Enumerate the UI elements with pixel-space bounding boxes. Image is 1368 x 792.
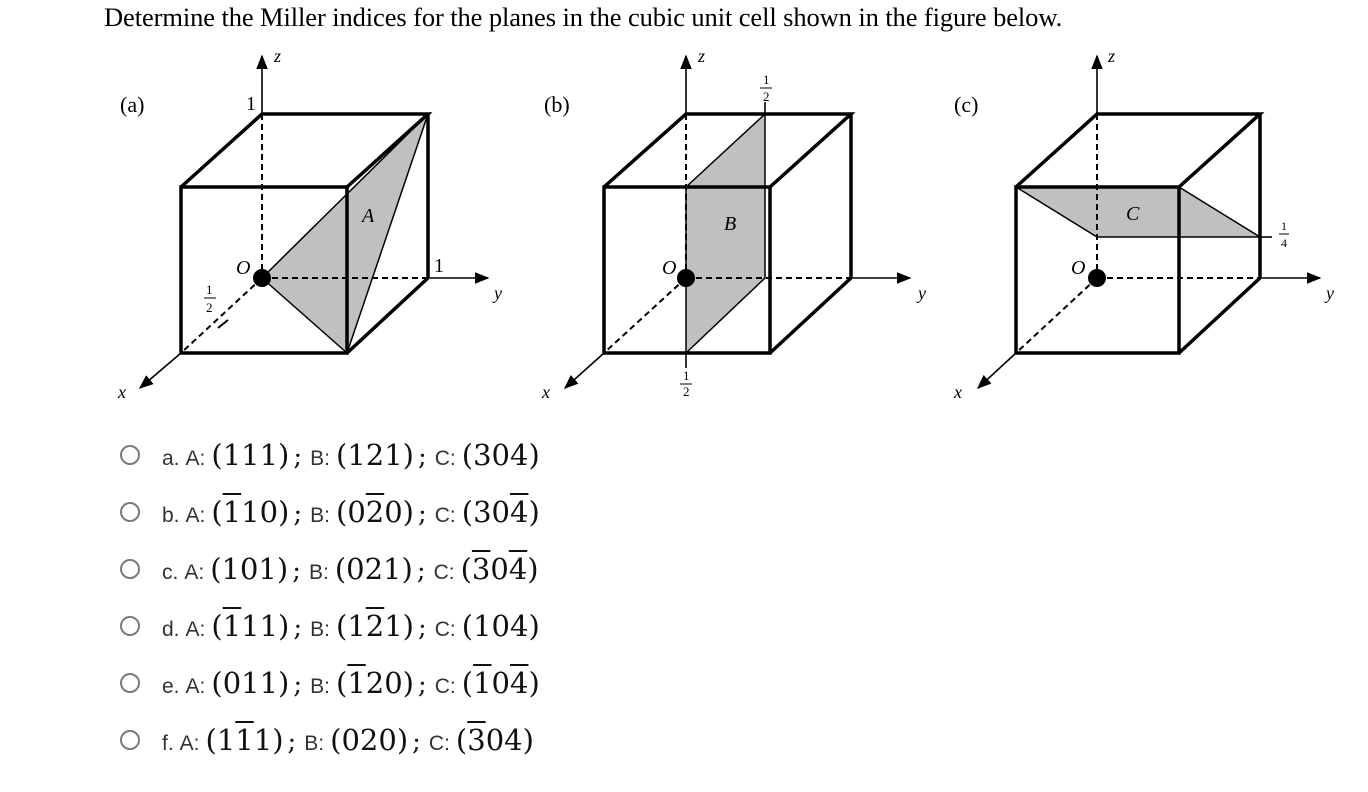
- option-text: d. A: (111) ; B: (121) ; C: (104): [162, 608, 540, 643]
- miller-digit: 2: [364, 551, 384, 586]
- option-letter: a.: [162, 446, 180, 470]
- miller-digit: 3: [471, 551, 491, 586]
- z-intercept-label-a: 1: [246, 93, 256, 115]
- panel-c-label: (c): [954, 92, 979, 117]
- plane-label-b: B:: [310, 617, 330, 641]
- plane-label-b: B:: [308, 560, 329, 584]
- miller-digit: 3: [473, 437, 492, 472]
- miller-digit: 1: [347, 608, 366, 643]
- miller-digit: 4: [504, 722, 523, 757]
- miller-digit: 1: [473, 665, 492, 700]
- miller-digit: 1: [221, 551, 240, 586]
- option-e[interactable]: [120, 654, 544, 711]
- plane-label-c: C:: [428, 731, 450, 755]
- plane-label-b: B:: [310, 674, 330, 698]
- radio-button[interactable]: [120, 673, 140, 693]
- plane-label-a: A:: [185, 446, 206, 470]
- svg-text:1: 1: [763, 72, 770, 87]
- panel-a: [117, 46, 502, 402]
- svg-text:4: 4: [1281, 236, 1287, 250]
- miller-digit: 4: [510, 437, 529, 472]
- miller-digit: 1: [253, 722, 273, 757]
- miller-digit: 0: [378, 722, 397, 757]
- radio-button[interactable]: [120, 730, 140, 750]
- panel-b-label: (b): [544, 92, 570, 117]
- miller-index-a: (101): [210, 551, 289, 586]
- svg-text:y: y: [494, 283, 502, 303]
- option-text: b. A: (110) ; B: (020) ; C: (304): [162, 494, 540, 529]
- miller-digit: 1: [235, 722, 254, 757]
- svg-text:2: 2: [206, 300, 213, 315]
- option-letter: c.: [162, 560, 179, 584]
- origin-dot-a: [253, 269, 271, 287]
- plane-label-c: C:: [434, 446, 456, 470]
- svg-text:2: 2: [683, 384, 690, 399]
- miller-digit: 1: [241, 665, 260, 700]
- miller-index-c: (304): [455, 722, 534, 757]
- miller-digit: 0: [239, 551, 259, 586]
- plane-label-a: A:: [185, 503, 206, 527]
- option-letter: b.: [162, 503, 180, 527]
- plane-label-c: C:: [434, 503, 456, 527]
- panel-a-label: (a): [120, 92, 145, 117]
- plane-label-b: B:: [310, 446, 330, 470]
- miller-index-c: (104): [461, 665, 540, 700]
- option-text: a. A: (111) ; B: (121) ; C: (304): [162, 437, 540, 472]
- miller-digit: 1: [222, 494, 242, 529]
- miller-index-c: (304): [461, 494, 540, 529]
- svg-text:2: 2: [763, 89, 770, 104]
- miller-index-a: (110): [211, 494, 290, 529]
- origin-label-c: O: [1071, 257, 1086, 279]
- miller-digit: 0: [384, 494, 403, 529]
- miller-digit: 0: [491, 665, 510, 700]
- option-a[interactable]: [120, 426, 544, 483]
- miller-digit: 2: [365, 494, 385, 529]
- option-text: e. A: (011) ; B: (120) ; C: (104): [162, 665, 540, 700]
- miller-digit: 1: [216, 722, 236, 757]
- answer-options: [120, 426, 544, 768]
- miller-index-b: (121): [335, 608, 414, 643]
- miller-index-a: (111): [211, 608, 290, 643]
- option-c[interactable]: [120, 540, 544, 597]
- unit-cell-figure: [0, 40, 1368, 420]
- radio-button[interactable]: [120, 502, 140, 522]
- origin-dot-c: [1088, 269, 1106, 287]
- plane-label-b: B:: [304, 731, 325, 755]
- question-text: Determine the Miller indices for the planes in the cubic unit cell shown in the figure below.: [104, 2, 1063, 32]
- plane-label-b: B:: [310, 503, 330, 527]
- plane-c-label: C: [1126, 203, 1140, 225]
- miller-digit: 0: [491, 437, 510, 472]
- radio-button[interactable]: [120, 616, 140, 636]
- miller-digit: 0: [347, 494, 366, 529]
- miller-digit: 1: [384, 608, 403, 643]
- miller-digit: 1: [222, 437, 242, 472]
- miller-digit: 0: [259, 494, 279, 529]
- miller-digit: 0: [346, 551, 365, 586]
- plane-label-c: C:: [433, 560, 455, 584]
- miller-digit: 3: [467, 722, 486, 757]
- miller-digit: 1: [241, 608, 260, 643]
- miller-index-b: (020): [330, 722, 409, 757]
- svg-text:y: y: [918, 283, 926, 303]
- miller-digit: 1: [347, 437, 366, 472]
- miller-digit: 1: [473, 608, 492, 643]
- svg-text:1: 1: [206, 282, 213, 297]
- miller-digit: 3: [473, 494, 492, 529]
- miller-digit: 1: [259, 608, 279, 643]
- option-letter: e.: [162, 674, 180, 698]
- panel-c: [953, 46, 1334, 402]
- y-intercept-label-a: 1: [434, 255, 444, 277]
- miller-digit: 1: [258, 551, 277, 586]
- miller-digit: 1: [347, 665, 366, 700]
- svg-text:1: 1: [1281, 219, 1287, 233]
- option-f[interactable]: [120, 711, 544, 768]
- plane-a-label: A: [362, 205, 375, 227]
- option-text: c. A: (101) ; B: (021) ; C: (304): [162, 551, 539, 586]
- plane-label-a: A:: [179, 731, 200, 755]
- svg-text:1: 1: [683, 368, 690, 383]
- plane-a-shape: [262, 114, 428, 353]
- miller-digit: 2: [365, 437, 385, 472]
- plane-label-c: C:: [434, 617, 456, 641]
- miller-digit: 0: [222, 665, 242, 700]
- miller-digit: 4: [510, 665, 529, 700]
- miller-index-b: (120): [335, 665, 414, 700]
- miller-digit: 2: [365, 665, 385, 700]
- miller-digit: 2: [365, 608, 385, 643]
- plane-b-label: B: [724, 213, 737, 235]
- miller-index-b: (020): [335, 494, 414, 529]
- svg-text:z: z: [698, 46, 706, 66]
- panel-b: [541, 46, 926, 402]
- option-letter: f.: [162, 731, 174, 755]
- option-text: f. A: (111) ; B: (020) ; C: (304): [162, 722, 534, 757]
- origin-label-b: O: [662, 257, 677, 279]
- option-letter: d.: [162, 617, 180, 641]
- svg-text:z: z: [1108, 46, 1116, 66]
- miller-digit: 0: [384, 665, 403, 700]
- miller-index-b: (021): [334, 551, 413, 586]
- svg-text:y: y: [1326, 283, 1334, 303]
- miller-digit: 1: [241, 494, 260, 529]
- radio-button[interactable]: [120, 445, 140, 465]
- miller-index-c: (304): [460, 551, 539, 586]
- miller-digit: 4: [510, 608, 529, 643]
- origin-dot-b: [677, 269, 695, 287]
- miller-digit: 0: [491, 494, 510, 529]
- miller-index-c: (104): [461, 608, 540, 643]
- plane-label-a: A:: [184, 560, 205, 584]
- miller-digit: 1: [222, 608, 242, 643]
- origin-label-a: O: [236, 257, 251, 279]
- miller-digit: 0: [485, 722, 505, 757]
- miller-digit: 4: [508, 551, 528, 586]
- miller-digit: 1: [241, 437, 260, 472]
- miller-digit: 1: [384, 437, 403, 472]
- miller-index-a: (011): [211, 665, 290, 700]
- svg-text:x: x: [542, 382, 550, 402]
- miller-digit: 4: [510, 494, 529, 529]
- miller-digit: 1: [259, 665, 279, 700]
- miller-index-a: (111): [205, 722, 284, 757]
- svg-text:x: x: [954, 382, 962, 402]
- svg-text:z: z: [274, 46, 282, 66]
- svg-text:x: x: [118, 382, 126, 402]
- radio-button[interactable]: [120, 559, 140, 579]
- miller-digit: 0: [490, 551, 509, 586]
- miller-digit: 1: [259, 437, 279, 472]
- miller-digit: 0: [341, 722, 360, 757]
- plane-label-a: A:: [185, 674, 206, 698]
- plane-label-c: C:: [434, 674, 456, 698]
- miller-digit: 0: [491, 608, 510, 643]
- option-b[interactable]: [120, 483, 544, 540]
- miller-index-b: (121): [335, 437, 414, 472]
- miller-digit: 1: [383, 551, 402, 586]
- miller-index-c: (304): [461, 437, 540, 472]
- miller-digit: 2: [359, 722, 379, 757]
- miller-index-a: (111): [211, 437, 290, 472]
- option-d[interactable]: [120, 597, 544, 654]
- plane-label-a: A:: [185, 617, 206, 641]
